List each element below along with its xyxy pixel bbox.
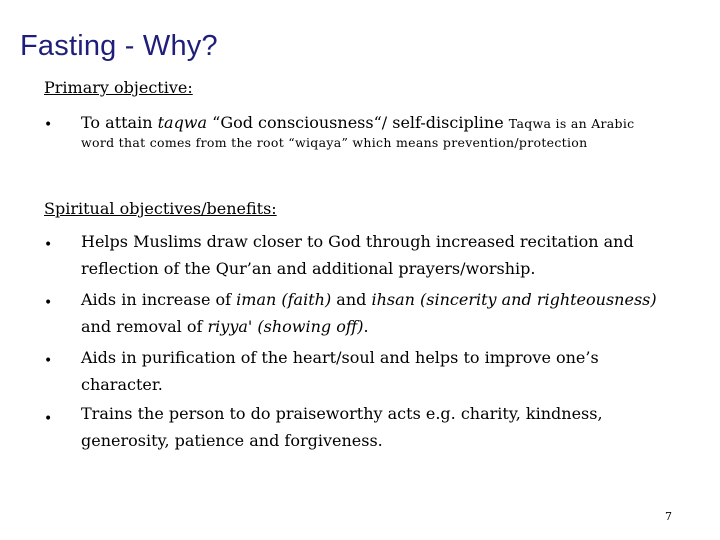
spiritual-item-4-line2: generosity, patience and forgiveness. (81, 431, 383, 450)
bullet-icon: • (44, 353, 53, 369)
primary-text-rest: “God consciousness“/ self-discipline (207, 113, 509, 132)
spiritual-item-1-line2: reflection of the Qur’an and additional prayers/worship. (81, 259, 536, 278)
spiritual-item-2-line2 (81, 313, 701, 340)
spiritual-item-3-line2: character. (81, 375, 163, 394)
page-number: 7 (665, 510, 672, 523)
bullet-icon: • (44, 117, 53, 133)
primary-note-line1: Taqwa is an Arabic (508, 116, 635, 131)
item-2-ihsan: ihsan (sincerity and righteousness) (371, 290, 657, 309)
spiritual-item-1 (81, 228, 681, 282)
primary-objective-text (81, 113, 634, 132)
item-2-iman: iman (faith) (236, 290, 332, 309)
primary-objective-heading: Primary objective: (44, 78, 193, 97)
spiritual-item-4 (81, 400, 681, 454)
item-2-text-b: and (331, 290, 372, 309)
spiritual-item-3-line1: Aids in purification of the heart/soul and helps to improve one’s (81, 348, 599, 367)
spiritual-item-4-line1: Trains the person to do praiseworthy acts e.g. charity, kindness, (81, 404, 603, 423)
slide-title: Fasting - Why? (20, 30, 218, 62)
item-2-text-c: and removal of (81, 317, 208, 336)
primary-note-line2: word that comes from the root “wiqaya” which means prevention/protection (81, 135, 588, 150)
item-2-riyya: riyya' (showing off) (207, 317, 364, 336)
bullet-icon: • (44, 237, 53, 253)
spiritual-item-2-line1 (81, 286, 701, 313)
bullet-icon: • (44, 295, 53, 311)
spiritual-item-2 (81, 286, 701, 340)
spiritual-item-3 (81, 344, 681, 398)
spiritual-item-1-line1: Helps Muslims draw closer to God through increased recitation and (81, 232, 634, 251)
bullet-icon: • (44, 411, 53, 427)
item-2-text-d: . (363, 317, 369, 336)
spiritual-objectives-heading: Spiritual objectives/benefits: (44, 199, 277, 218)
primary-text-prefix: To attain (81, 113, 158, 132)
item-2-text-a: Aids in increase of (81, 290, 237, 309)
primary-text-taqwa: taqwa (157, 113, 208, 132)
